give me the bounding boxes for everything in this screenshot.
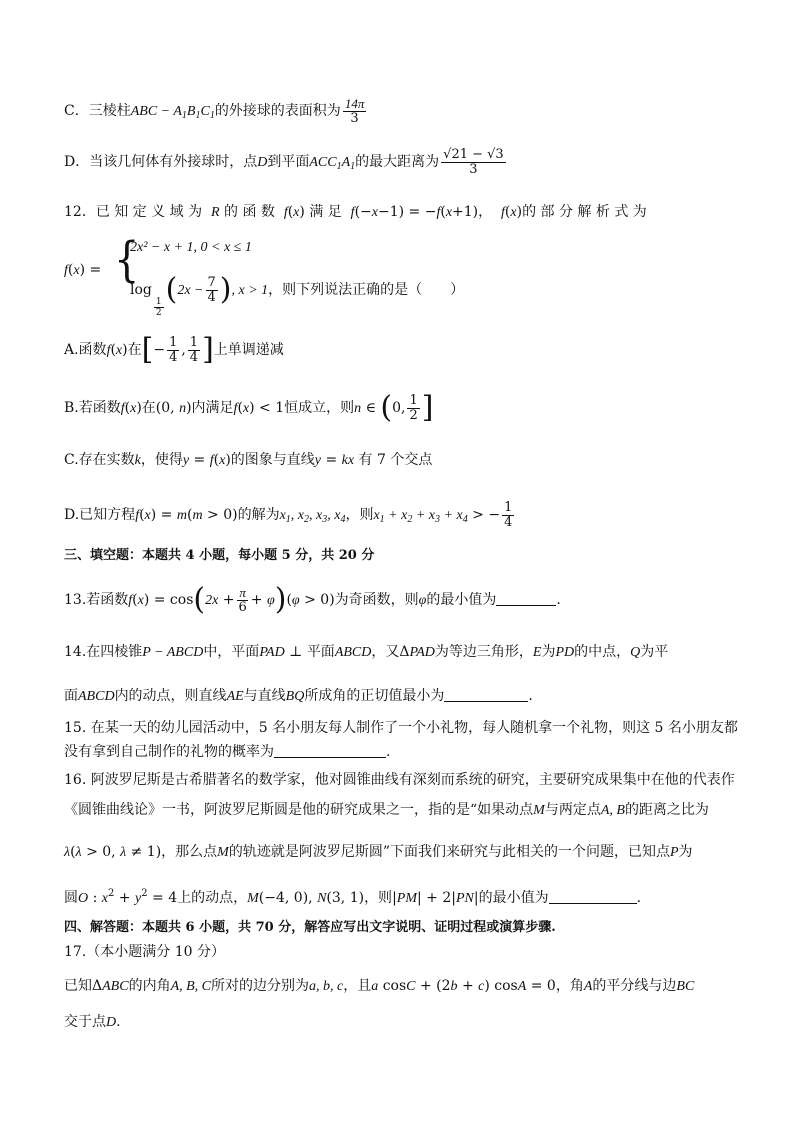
answer-blank[interactable] (444, 687, 528, 702)
q12-option-d: D.已知方程f(x) = m(m > 0)的解为$x_1$, $x_2$, $x_3$, $x_4$，则$x_1 + x_2 + x_3 + x_4$ > − $\frac{1}{4}$ (64, 499, 513, 530)
q15-line-2: 没有拿到自己制作的礼物的概率为 . (64, 744, 391, 760)
q11-option-d-prefix: D．当该几何体有外接球时，点 (64, 154, 258, 170)
q13: 13.若函数f(x) = cos(2x + $\frac{\pi}{6}$ + φ)(φ > 0)为奇函数，则φ的最小值为 . (64, 582, 561, 617)
piece-2: log $\frac{1}{2}$ (2x − $\frac{7}{4}$ ), x > 1，则下列说法正确的是（ ） (130, 272, 465, 318)
max-distance-fraction: $\frac{√21 - √3}{3}$ (443, 146, 504, 177)
q12-piecewise: f(x) = { 2x² − x + 1, 0 < x ≤ 1 log $\frac{1}{2}$ (2x − $\frac{7}{4}$ ), x > 1，则下列说法正确的是（ ） (64, 232, 465, 318)
q12-stem-part4: 的 部 分 解 析 式 为 (522, 204, 647, 220)
q16-line-3: λ(λ > 0, λ ≠ 1)，那么点M的轨迹就是阿波罗尼斯圆”下面我们来研究与此相关的一个问题，已知点P为 (64, 844, 693, 860)
q16-line-2: 《圆锥曲线论》一书，阿波罗尼斯圆是他的研究成果之一，指的是“如果动点M与两定点A, B的距离之比为 (64, 802, 709, 818)
section-3-heading: 三、填空题：本题共 4 小题，每小题 5 分，共 20 分 (64, 548, 375, 563)
q16-line-1: 16. 阿波罗尼斯是古希腊著名的数学家，他对圆锥曲线有深刻而系统的研究，主要研究成果集中在他的代表作 (64, 772, 735, 788)
q11-option-c-mid: 的外接球的表面积为 (214, 103, 341, 119)
q11-option-c (64, 94, 736, 128)
q11-option-d: D．当该几何体有外接球时，点D到平面$ACC_1A_1$的最大距离为 $\frac{√21 - √3}{3}$ (64, 146, 504, 177)
q11-option-d-mid2: 的最大距离为 (355, 154, 440, 170)
q14-line-1: 14.在四棱锥P − ABCD中，平面PAD ⊥ 平面ABCD，又ΔPAD为等边三角形，E为PD的中点，Q为平 (64, 644, 669, 660)
q12-stem-part1: 12．已 知 定 义 域 为 (64, 204, 203, 220)
q11-option-c-prefix: C．三棱柱 (64, 103, 131, 119)
q14-line-2: 面ABCD内的动点，则直线AE与直线BQ所成角的正切值最小为 . (64, 688, 533, 704)
q17-title: 17.（本小题满分 10 分） (64, 944, 225, 960)
prism-name: ABC − $A_1B_1C_1$ (130, 104, 215, 121)
answer-blank[interactable] (496, 591, 556, 606)
q12-question: ，则下列说法正确的是（ ） (268, 282, 465, 298)
q12-option-b: B.若函数f(x)在(0, n)内满足f(x) < 1恒成立，则n ∈ (0, $\frac{1}{2}$ ] (64, 390, 434, 425)
q12-stem: 12．已 知 定 义 域 为 R 的 函 数 f(x) 满 足 f(−x−1) = −f(x+1)， f(x)的 部 分 解 析 式 为 (64, 204, 647, 220)
answer-blank[interactable] (274, 743, 386, 758)
surface-area-fraction: $\frac{14\pi}{3}$ (344, 95, 365, 126)
section-4-heading: 四、解答题：本题共 6 小题，共 70 分，解答应写出文字说明、证明过程或演算步骤. (64, 920, 556, 935)
piece-1: 2x² − x + 1, 0 < x ≤ 1 (130, 240, 252, 255)
q16-line-4: 圆O : $x^2 + y^2 = 4$上的动点，M(−4, 0), N(3, 1)，则|PM| + 2|PN|的最小值为 . (64, 888, 642, 906)
q17-line-1: 已知ΔABC的内角A, B, C所对的边分别为a, b, c，且a cosC + (2b + c) cosA = 0，角A的平分线与边BC (64, 978, 695, 994)
q12-stem-part3: 满 足 (309, 204, 342, 220)
q11-option-d-mid: 到平面 (267, 154, 310, 170)
answer-blank[interactable] (549, 889, 637, 904)
q12-option-a: A.函数f(x)在[− $\frac{1}{4}$ , $\frac{1}{4}$ ]上单调递减 (64, 332, 284, 367)
q17-line-2: 交于点D. (64, 1014, 121, 1030)
q12-stem-part2: 的 函 数 (224, 204, 275, 220)
q15-line-1: 15. 在某一天的幼儿园活动中，5 名小朋友每人制作了一个小礼物，每人随机拿一个礼物，则这 5 名小朋友都 (64, 720, 738, 736)
q12-option-c: C.存在实数k，使得y = f(x)的图象与直线y = kx 有 7 个交点 (64, 452, 433, 468)
